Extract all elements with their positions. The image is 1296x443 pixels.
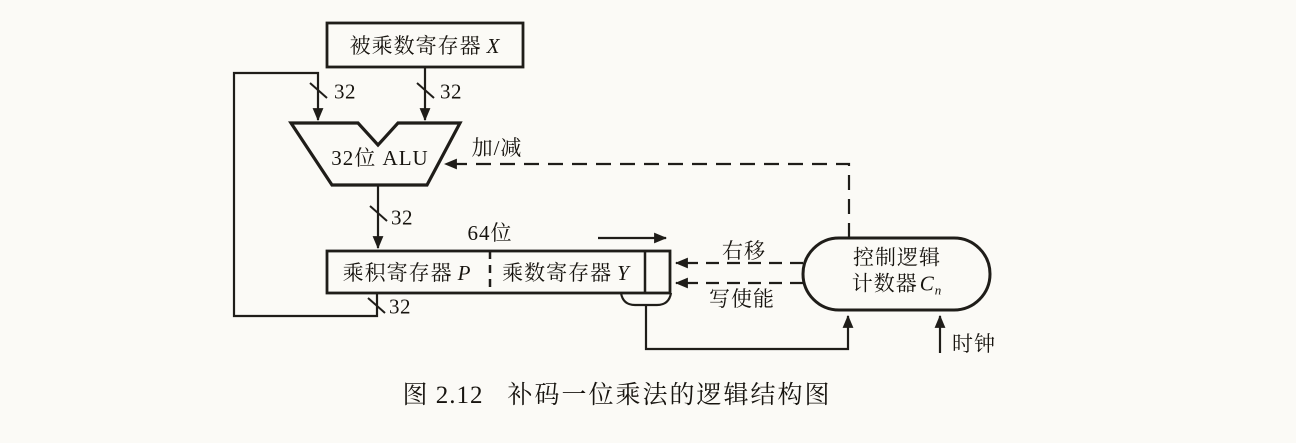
product-register-label xyxy=(343,257,472,287)
control-counter-subscript: n xyxy=(934,282,943,298)
bus-width-feedback: 32 xyxy=(389,294,411,319)
bus-width-alu-left: 32 xyxy=(334,79,356,104)
multiplicand-register-var: X xyxy=(486,34,501,58)
multiplier-register-text: 乘数寄存器 xyxy=(502,261,613,285)
multiplier-register-var: Y xyxy=(617,261,630,285)
figure-caption-text: 补码一位乘法的逻辑结构图 xyxy=(507,382,832,409)
add-sub-label: 加/减 xyxy=(471,136,523,160)
bus-width-alu-right: 32 xyxy=(440,79,462,104)
bus-width-alu-out: 32 xyxy=(391,205,413,230)
product-register-text: 乘积寄存器 xyxy=(342,261,453,285)
multiplier-register-label xyxy=(502,257,630,287)
multiplicand-register-label xyxy=(350,30,501,60)
control-counter-var: C xyxy=(919,271,935,296)
control-counter-text: 计数器 xyxy=(851,271,918,296)
write-enable-label: 写使能 xyxy=(709,287,775,311)
clock-label: 时钟 xyxy=(952,332,996,356)
control-logic-line1: 控制逻辑 xyxy=(853,245,941,270)
shift-right-label: 右移 xyxy=(722,239,766,263)
control-logic-label xyxy=(852,244,943,303)
register-width-label: 64位 xyxy=(467,221,513,245)
multiplicand-register-text: 被乘数寄存器 xyxy=(349,34,482,58)
figure-caption-number: 图 2.12 xyxy=(402,382,484,409)
y-lsb-brace xyxy=(621,293,671,305)
control-logic-line2 xyxy=(852,270,943,303)
figure-caption xyxy=(402,375,831,411)
product-register-var: P xyxy=(457,261,472,285)
alu-label: 32位 ALU xyxy=(331,146,429,170)
